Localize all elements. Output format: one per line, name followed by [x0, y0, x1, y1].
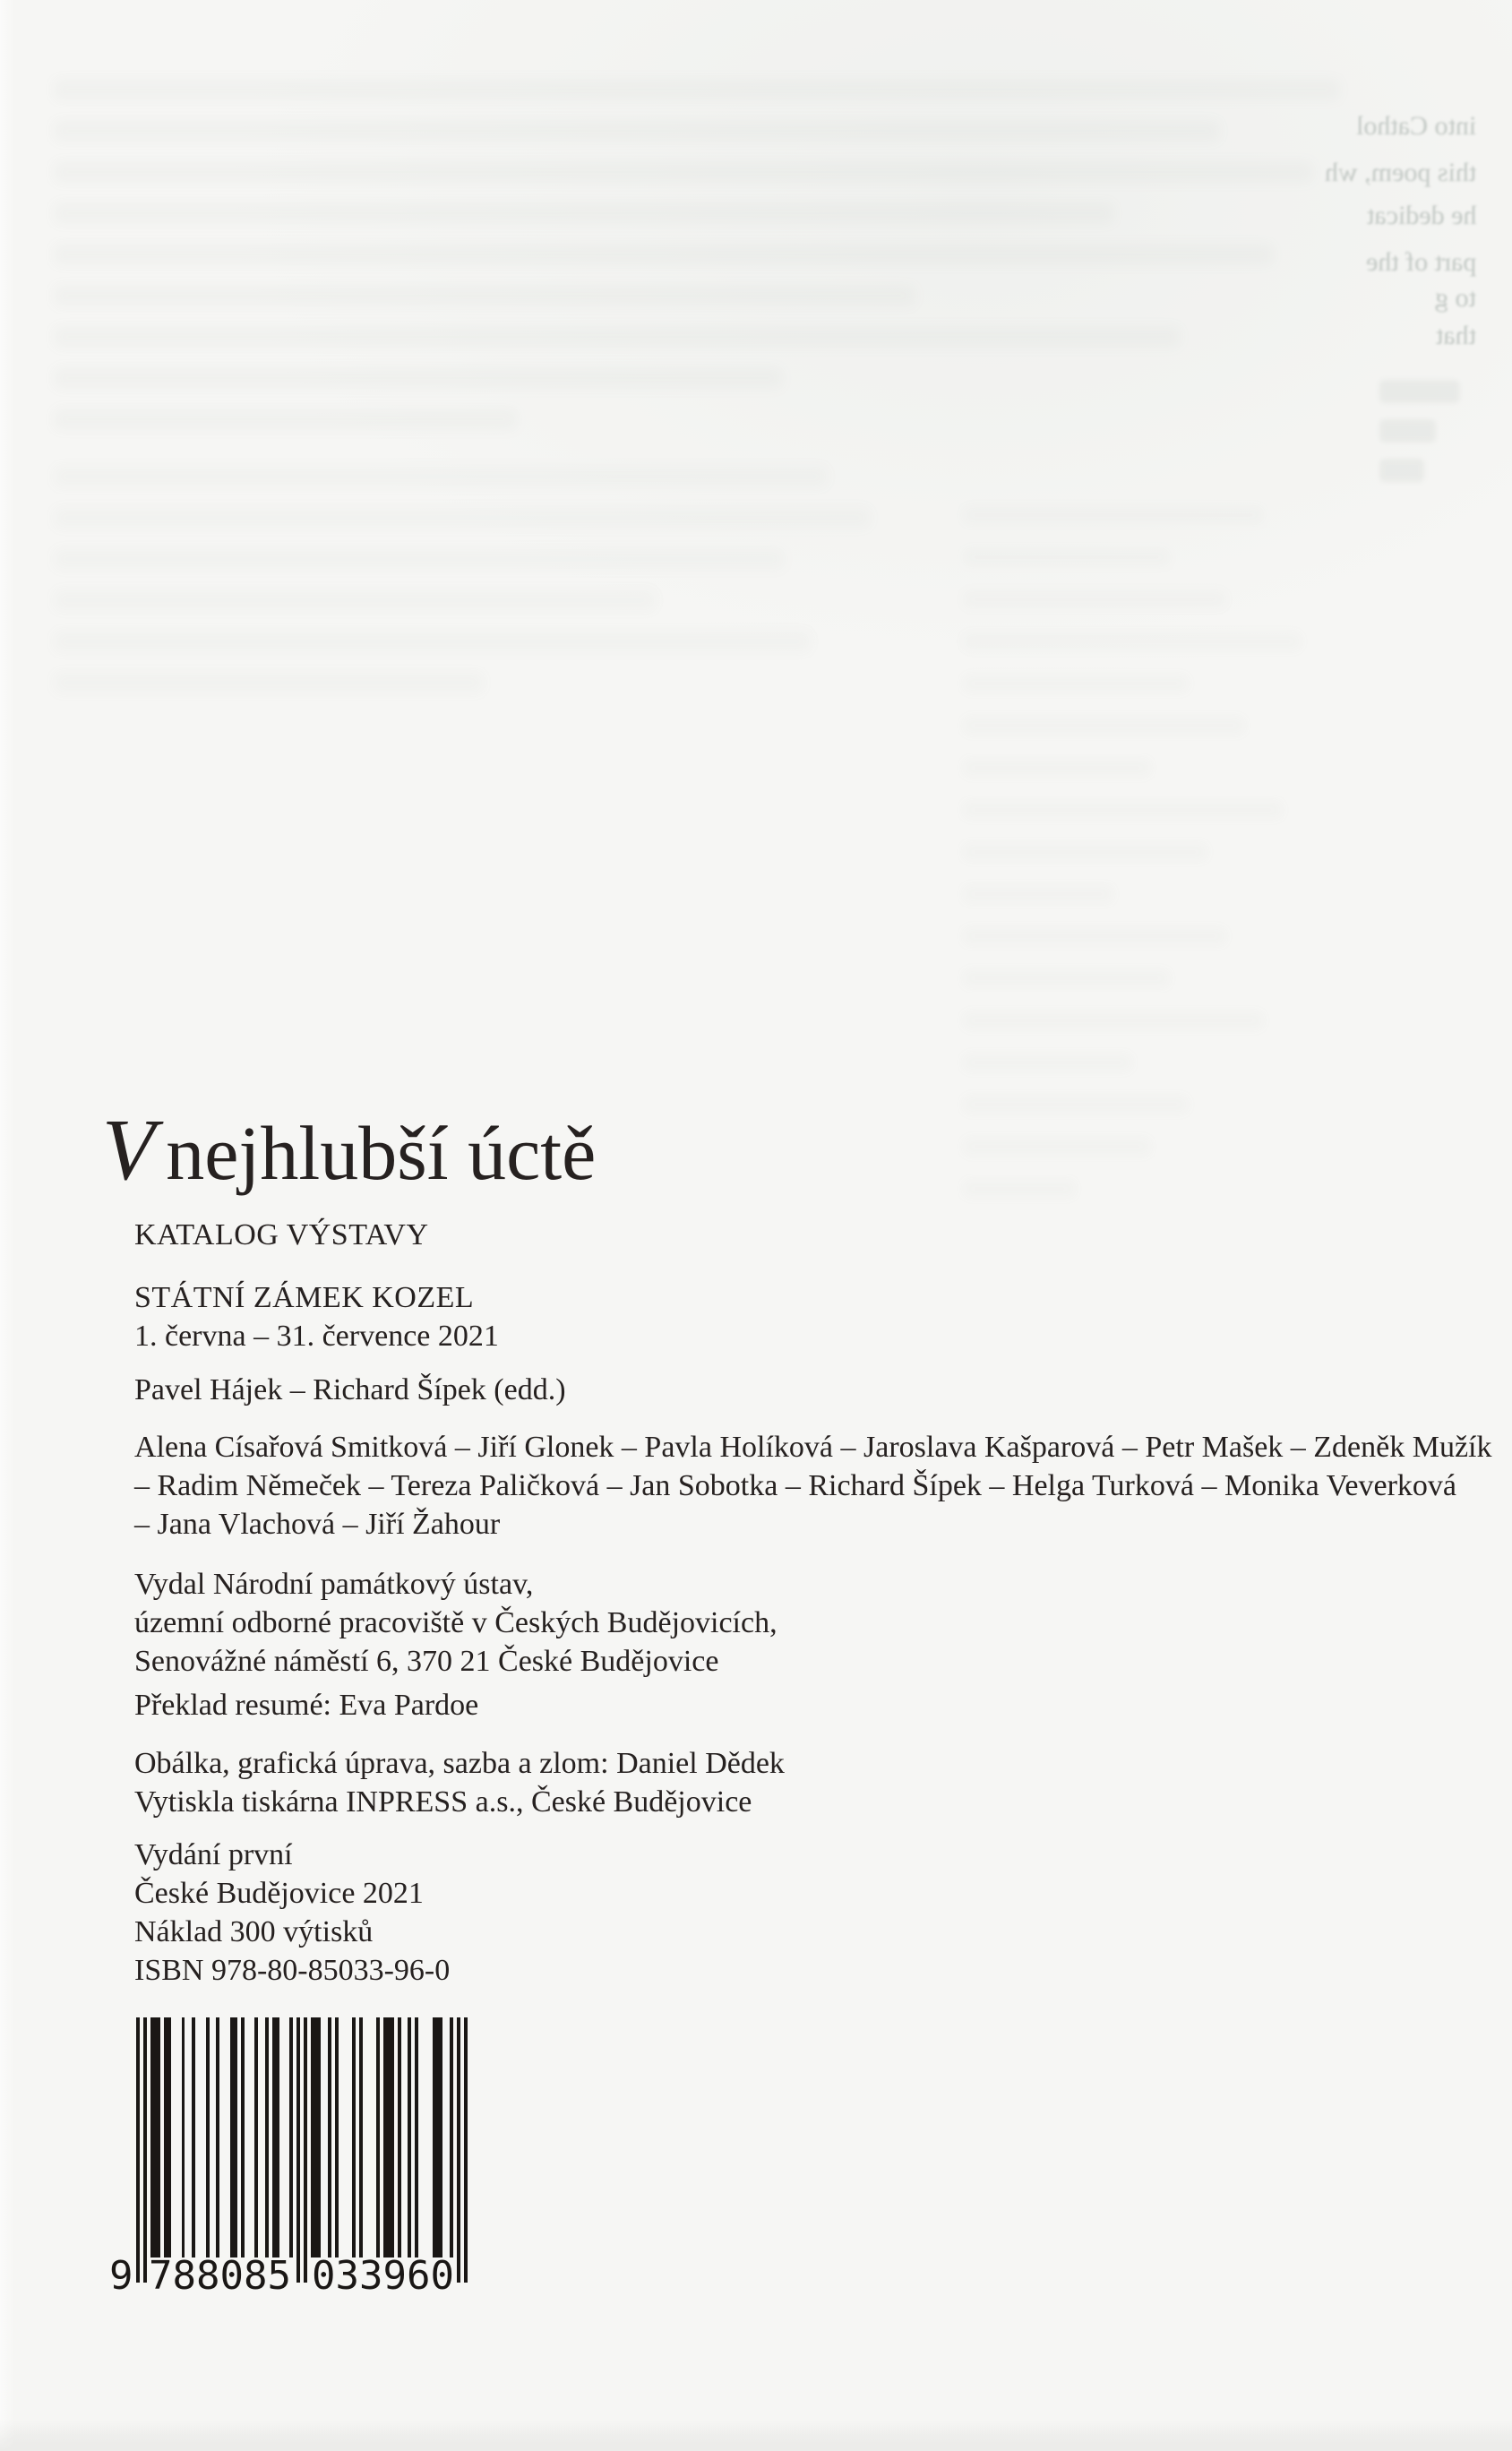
- barcode-digit-group: 788085: [149, 2253, 291, 2299]
- exhibition-dates: 1. června – 31. července 2021: [134, 1320, 499, 1353]
- authors-line: – Radim Němeček – Tereza Paličková – Jan Sobotka – Richard Šípek – Helga Turková – Monika Veverková: [134, 1469, 1456, 1502]
- page-title: [102, 1102, 597, 1212]
- ghost-fragment: this poem, wh: [1324, 158, 1476, 187]
- publisher-line: územní odborné pracoviště v Českých Budějovicích,: [134, 1606, 777, 1639]
- authors-line: – Jana Vlachová – Jiří Žahour: [134, 1508, 501, 1541]
- catalog-label: KATALOG VÝSTAVY: [134, 1218, 429, 1251]
- ghost-fragment: he dedicat: [1366, 201, 1476, 230]
- edition-block: [134, 1836, 450, 1990]
- isbn-line: ISBN 978-80-85033-96-0: [134, 1954, 451, 1987]
- publisher-line: Vydal Národní památkový ústav,: [134, 1568, 534, 1601]
- title-initial: V: [102, 1102, 156, 1198]
- barcode-digit-group: 033960: [312, 2253, 454, 2299]
- editors-line: Pavel Hájek – Richard Šípek (edd.): [134, 1373, 566, 1406]
- venue-block: [134, 1278, 499, 1355]
- edition-line: Vydání první: [134, 1838, 293, 1871]
- design-line: Obálka, grafická úprava, sazba a zlom: Daniel Dědek: [134, 1747, 785, 1780]
- translation-line: Překlad resumé: Eva Pardoe: [134, 1689, 479, 1722]
- isbn-barcode: [109, 2017, 468, 2299]
- ghost-fragment: into Cathol: [1355, 111, 1476, 141]
- print-line: Vytiskla tiskárna INPRESS a.s., České Budějovice: [134, 1785, 752, 1819]
- ghost-fragment: to g: [1435, 283, 1476, 313]
- design-print-block: [134, 1744, 785, 1821]
- barcode-bars: [136, 2017, 468, 2283]
- ghost-fragment: part of the: [1365, 247, 1476, 277]
- title-text: nejhlubší úctě: [166, 1110, 597, 1196]
- authors-block: [134, 1428, 1492, 1544]
- ghost-fragment: that: [1436, 321, 1476, 350]
- barcode-digit-group: 9: [109, 2253, 133, 2299]
- authors-line: Alena Císařová Smitková – Jiří Glonek – Pavla Holíková – Jaroslava Kašparová – Petr Mašek – Zdeněk Mužík: [134, 1431, 1492, 1464]
- edition-place-line: České Budějovice 2021: [134, 1877, 424, 1910]
- venue-name: STÁTNÍ ZÁMEK KOZEL: [134, 1281, 475, 1314]
- publisher-block: [134, 1565, 777, 1681]
- publisher-address: Senovážné náměstí 6, 370 21 České Budějovice: [134, 1645, 719, 1678]
- print-run-line: Náklad 300 výtisků: [134, 1915, 374, 1948]
